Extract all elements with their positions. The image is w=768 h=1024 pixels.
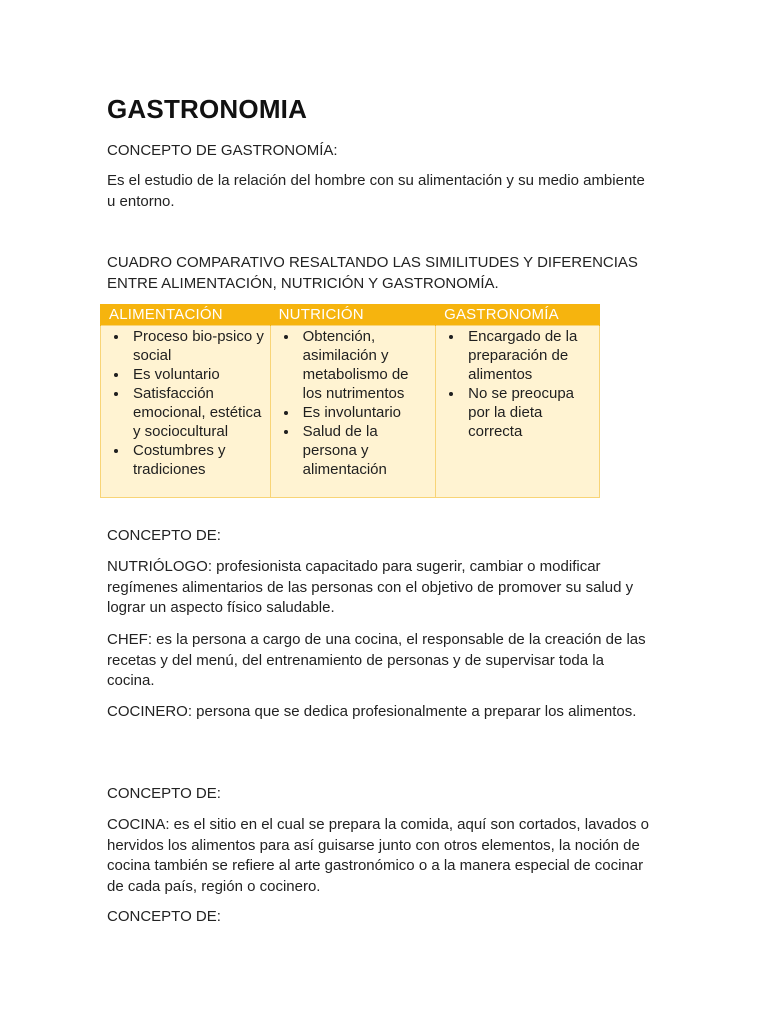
cell-nutricion	[270, 326, 435, 498]
chef-definition: CHEF: es la persona a cargo de una cocina, el responsable de la creación de las recetas y del menú, del entrenamiento de personas y de supervisar toda la cocina.	[107, 631, 646, 689]
bullet-list	[440, 327, 595, 441]
comparison-table	[100, 304, 600, 498]
list-item: • Salud de la persona y alimentación	[299, 422, 431, 479]
list-item: • Proceso bio-psico y social	[129, 327, 266, 365]
cocinero-definition: COCINERO: persona que se dedica profesionalmente a preparar los alimentos.	[107, 703, 637, 720]
document-title: GASTRONOMIA	[107, 94, 308, 124]
nutriologo-definition: NUTRIÓLOGO: profesionista capacitado para sugerir, cambiar o modificar regímenes alimentarios de las personas con el objetivo de promover su salud y lograr un aspecto físico saludable.	[107, 558, 634, 616]
list-item: • Encargado de la preparación de alimentos	[464, 327, 595, 384]
table-header-row	[101, 304, 600, 326]
section3-heading: CONCEPTO DE:	[107, 785, 221, 802]
concept-heading: CONCEPTO DE GASTRONOMÍA:	[107, 142, 338, 159]
list-item: • Costumbres y tradiciones	[129, 441, 266, 479]
list-item: • Satisfacción emocional, estética y sociocultural	[129, 384, 266, 441]
bullet-list	[275, 327, 431, 479]
table-row	[101, 326, 600, 498]
cell-gastronomia	[436, 326, 600, 498]
header-alimentacion: ALIMENTACIÓN	[101, 304, 271, 326]
table-intro: CUADRO COMPARATIVO RESALTANDO LAS SIMILITUDES Y DIFERENCIAS ENTRE ALIMENTACIÓN, NUTRICIÓN Y GASTRONOMÍA.	[107, 254, 638, 292]
list-item: • No se preocupa por la dieta correcta	[464, 384, 595, 441]
list-item: • Es voluntario	[129, 365, 266, 384]
bullet-list	[105, 327, 266, 479]
header-nutricion: NUTRICIÓN	[270, 304, 435, 326]
section4-heading: CONCEPTO DE:	[107, 908, 221, 925]
cell-alimentacion	[101, 326, 271, 498]
list-item: • Obtención, asimilación y metabolismo de los nutrimentos	[299, 327, 431, 403]
concept-text: Es el estudio de la relación del hombre con su alimentación y su medio ambiente u entorno.	[107, 172, 645, 210]
header-gastronomia: GASTRONOMÍA	[436, 304, 600, 326]
section2-heading: CONCEPTO DE:	[107, 527, 221, 544]
cocina-definition: COCINA: es el sitio en el cual se prepara la comida, aquí son cortados, lavados o hervidos los alimentos para así guisarse junto con otros elementos, la noción de cocina también se refiere al arte gastronómico o a la manera especial de cocinar de cada país, región o cocinero.	[107, 816, 649, 895]
list-item: • Es involuntario	[299, 403, 431, 422]
